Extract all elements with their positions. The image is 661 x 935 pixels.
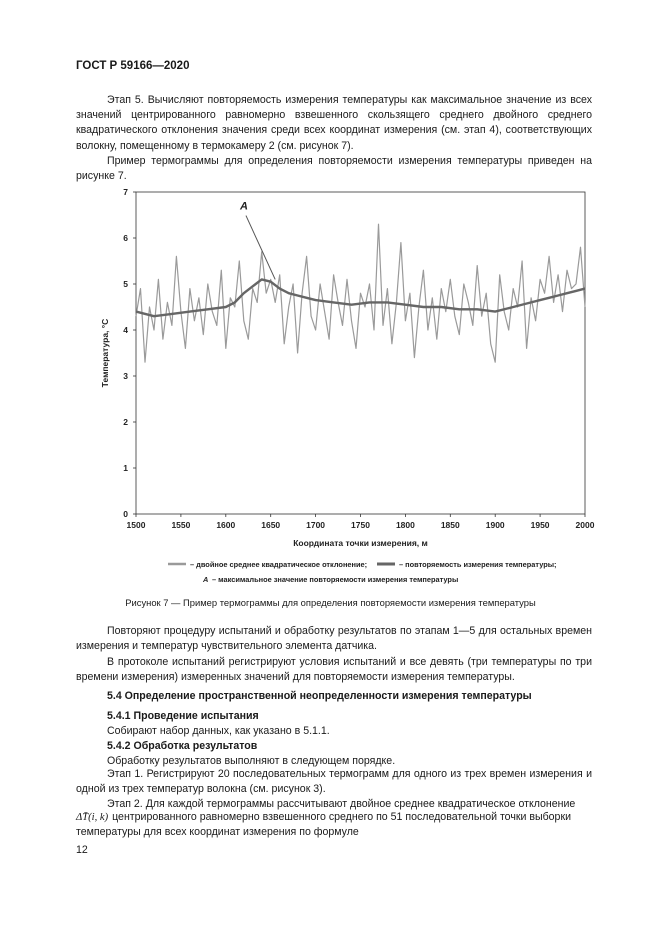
paragraph-step5: Этап 5. Вычисляют повторяемость измерения температуры как максимальное значение из всех значений центрированного равномерно взвешенного скользящего среднего двойного среднего квадратического отклонения значения среди всех координат измерения (см. этап 4), соответствующих волокну, помещенному в термокамеру 2 (см. рисунок 7). [76, 94, 592, 152]
x-tick-label: 1650 [261, 520, 281, 530]
section-title: 5.4 Определение пространственной неопределенности измерения температуры [107, 690, 532, 702]
y-tick-label: 5 [123, 279, 128, 289]
y-tick-label: 6 [123, 233, 128, 243]
annotation-label: A [239, 200, 248, 213]
legend-label-repeatability: – повторяемость измерения температуры; [399, 560, 557, 569]
legend-note-letter: A [203, 575, 209, 584]
formula-delta-t: ΔT̄(i, k) [76, 812, 109, 823]
x-tick-label: 2000 [575, 520, 595, 530]
x-axis-label: Координата точки измерения, м [293, 538, 428, 548]
x-tick-label: 1700 [306, 520, 326, 530]
x-tick-label: 1950 [530, 520, 550, 530]
x-tick-label: 1550 [171, 520, 191, 530]
x-tick-label: 1800 [395, 520, 415, 530]
paragraph-step2-a: Этап 2. Для каждой термограммы рассчитывают двойное среднее квадратическое отклонение [107, 798, 576, 810]
x-tick-label: 1600 [216, 520, 236, 530]
paragraph-step2-b [76, 810, 592, 840]
y-tick-label: 4 [123, 325, 128, 335]
thermogram-chart [0, 178, 661, 598]
y-tick-label: 7 [123, 187, 128, 197]
legend-label-stddev: – двойное среднее квадратическое отклонение; [190, 560, 368, 569]
subsection-title-1: 5.4.1 Проведение испытания [107, 710, 259, 722]
y-tick-label: 1 [123, 463, 128, 473]
x-tick-label: 1750 [351, 520, 370, 530]
figure-caption: Рисунок 7 — Пример термограммы для определения повторяемости измерения температуры [125, 597, 536, 608]
subsection-text-1: Собирают набор данных, как указано в 5.1.1. [107, 725, 330, 737]
y-tick-label: 3 [123, 371, 128, 381]
step2-text: центрированного равномерно взвешенного среднего по 51 последовательной точки выборки температуры для всех координат измерения по формуле [76, 811, 571, 839]
paragraph-step1: Этап 1. Регистрируют 20 последовательных термограмм для одного из трех времен измерения и одной из трех температур волокна (см. рисунок 3). [76, 768, 592, 796]
y-tick-label: 0 [123, 509, 128, 519]
page-number: 12 [76, 844, 88, 856]
x-tick-label: 1850 [440, 520, 460, 530]
paragraph-protocol: В протоколе испытаний регистрируют условия испытаний и все девять (три температуры по три времени измерения) измеренных значений для повторяемости измерения температуры. [76, 656, 592, 684]
y-axis-label: Температура, °C [100, 318, 110, 388]
paragraph-example: Пример термограммы для определения повторяемости измерения температуры приведен на рисунке 7. [76, 155, 592, 183]
subsection-title-2: 5.4.2 Обработка результатов [107, 740, 258, 752]
legend-note-text: – максимальное значение повторяемости измерения температуры [212, 575, 459, 584]
x-tick-label: 1900 [485, 520, 505, 530]
plot-frame [136, 192, 585, 514]
standard-header: ГОСТ Р 59166—2020 [76, 60, 190, 72]
paragraph-repeat: Повторяют процедуру испытаний и обработку результатов по этапам 1—5 для остальных времен измерения и температур чувствительного элемента датчика. [76, 625, 592, 653]
series-line-stddev [136, 224, 585, 362]
subsection-text-2: Обработку результатов выполняют в следующем порядке. [107, 755, 396, 767]
x-tick-label: 1500 [126, 520, 146, 530]
y-tick-label: 2 [123, 417, 128, 427]
